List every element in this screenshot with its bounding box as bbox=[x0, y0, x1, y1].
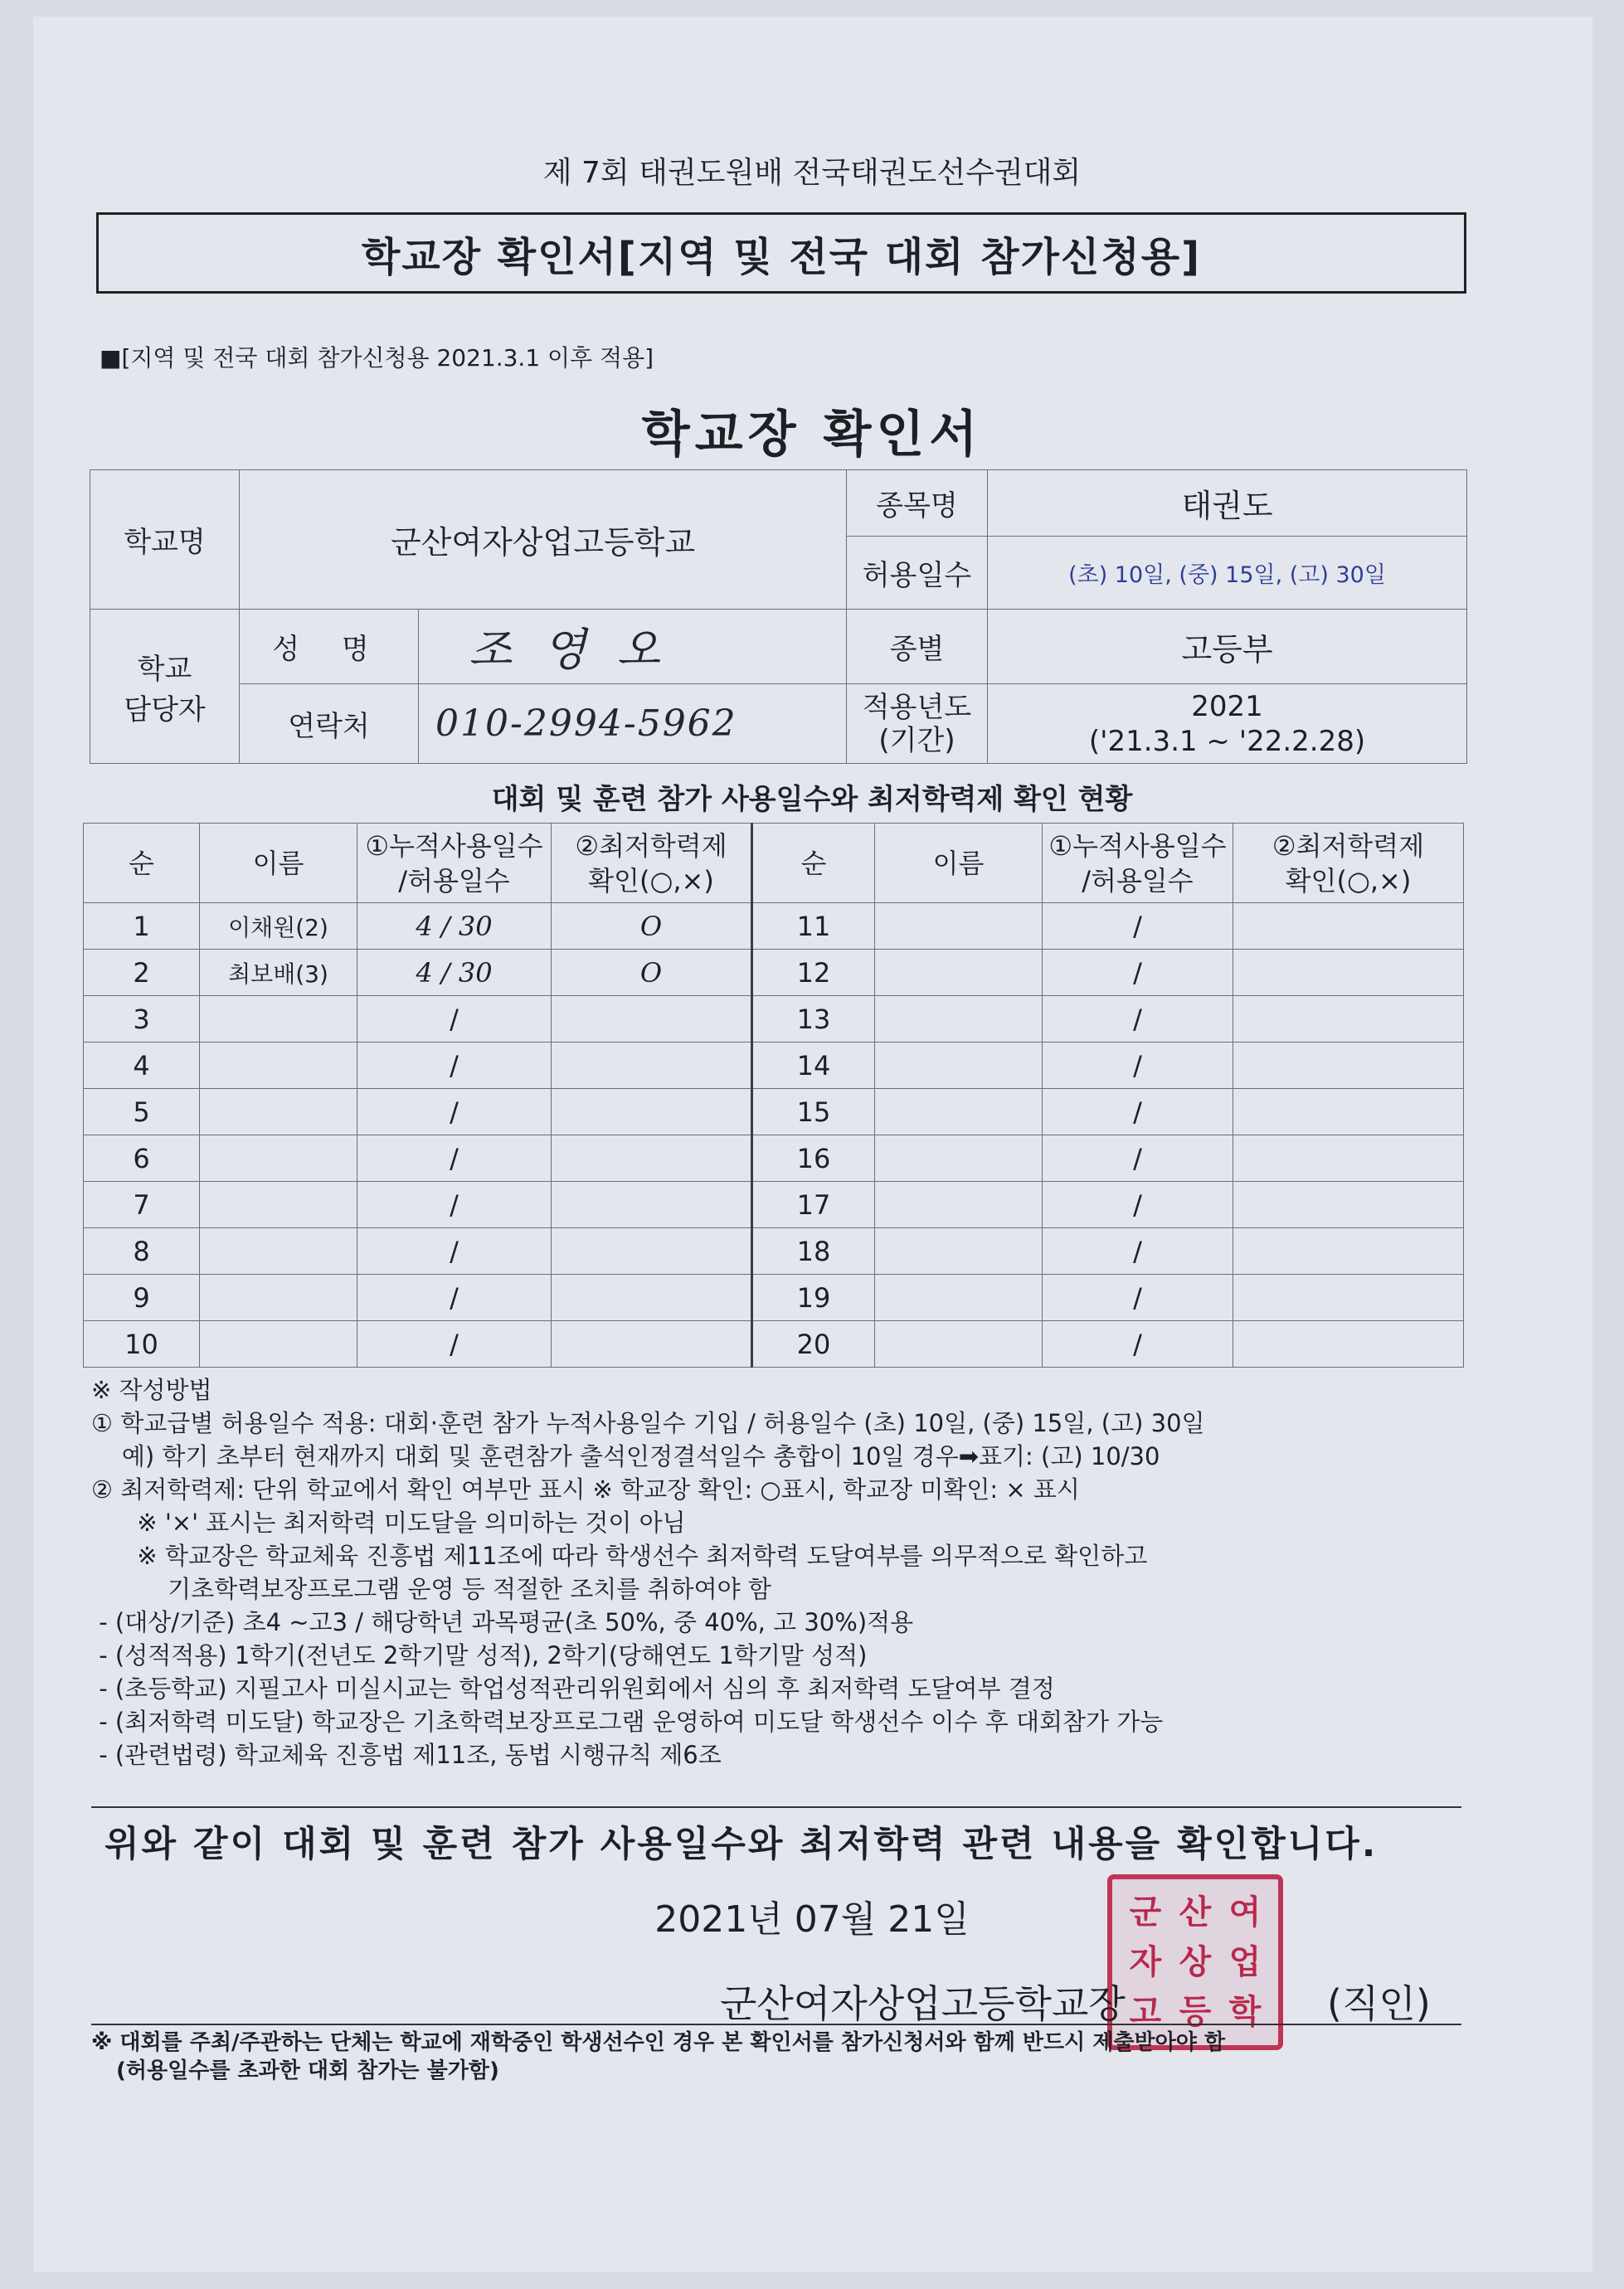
row-check bbox=[552, 1182, 752, 1228]
instruction-line: ① 학교급별 허용일수 적용: 대회·훈련 참가 누적사용일수 기입 / 허용일수 (초) 10일, (중) 15일, (고) 30일 bbox=[91, 1409, 1205, 1437]
instruction-line: - (초등학교) 지필고사 미실시교는 학업성적관리위원회에서 심의 후 최저학력 도달여부 결정 bbox=[91, 1674, 1055, 1703]
row-check-right bbox=[1233, 1228, 1464, 1275]
confirmation-date: 2021년 07월 21일 bbox=[654, 1898, 970, 1941]
row-name bbox=[200, 1135, 357, 1182]
roster-heading: 대회 및 훈련 참가 사용일수와 최저학력제 확인 현황 bbox=[491, 783, 1133, 816]
division-label: 종별 bbox=[847, 610, 988, 684]
instruction-line: - (관련법령) 학교체육 진흥법 제11조, 동법 시행규칙 제6조 bbox=[91, 1741, 722, 1769]
row-no-right: 20 bbox=[752, 1321, 875, 1368]
division-value: 고등부 bbox=[988, 610, 1467, 684]
row-days: / bbox=[357, 1228, 552, 1275]
seal-glyph: 고 bbox=[1129, 1992, 1162, 2031]
seal-glyph: 업 bbox=[1228, 1942, 1262, 1981]
row-days: / bbox=[357, 1135, 552, 1182]
days-value bbox=[988, 537, 1467, 610]
handwritten-name: 조 영 오 bbox=[469, 624, 669, 676]
row-days-right: / bbox=[1043, 1089, 1233, 1135]
table-row bbox=[84, 996, 1464, 1042]
table-row bbox=[84, 1042, 1464, 1089]
days-label: 허용일수 bbox=[847, 537, 988, 610]
footer-divider bbox=[91, 2024, 1461, 2025]
row-check bbox=[552, 1042, 752, 1089]
row-days-right: / bbox=[1043, 1321, 1233, 1368]
row-check bbox=[552, 1321, 752, 1368]
row-no-right: 13 bbox=[752, 996, 875, 1042]
row-check bbox=[552, 1228, 752, 1275]
row-name-right bbox=[875, 1089, 1043, 1135]
col-grade-r1: ②최저학력제 bbox=[1271, 829, 1425, 862]
row-no-right: 19 bbox=[752, 1275, 875, 1321]
row-no-right: 17 bbox=[752, 1182, 875, 1228]
instruction-line: - (최저학력 미도달) 학교장은 기초학력보장프로그램 운영하여 미도달 학생선수 이수 후 대회참가 가능 bbox=[91, 1708, 1164, 1736]
col-days-right bbox=[1043, 824, 1233, 903]
row-check-right bbox=[1233, 996, 1464, 1042]
competition-title: 제 7회 태권도원배 전국태권도선수권대회 bbox=[542, 156, 1082, 190]
col-grade bbox=[552, 824, 752, 903]
row-name bbox=[200, 1228, 357, 1275]
row-name-right bbox=[875, 1275, 1043, 1321]
row-name bbox=[200, 1042, 357, 1089]
row-no: 4 bbox=[84, 1042, 200, 1089]
seal-glyph: 산 bbox=[1179, 1893, 1212, 1932]
col-grade-right bbox=[1233, 824, 1464, 903]
row-check: O bbox=[552, 903, 752, 950]
instruction-line: ※ 학교장은 학교체육 진흥법 제11조에 따라 학생선수 최저학력 도달여부를 의무적으로 확인하고 bbox=[91, 1542, 1148, 1570]
row-check-right bbox=[1233, 1042, 1464, 1089]
seal-label: (직인) bbox=[1327, 1981, 1431, 2026]
row-no-right: 14 bbox=[752, 1042, 875, 1089]
confirmation-statement: 위와 같이 대회 및 훈련 참가 사용일수와 최저학력 관련 내용을 확인합니다. bbox=[105, 1824, 1378, 1865]
row-days-right: / bbox=[1043, 1275, 1233, 1321]
seal-glyph: 군 bbox=[1129, 1893, 1162, 1932]
row-check-right bbox=[1233, 950, 1464, 996]
row-name bbox=[200, 1089, 357, 1135]
row-no: 9 bbox=[84, 1275, 200, 1321]
row-days-right: / bbox=[1043, 1135, 1233, 1182]
row-name bbox=[200, 1182, 357, 1228]
row-no: 1 bbox=[84, 903, 200, 950]
table-row bbox=[84, 1321, 1464, 1368]
col-grade-l1: ②최저학력제 bbox=[575, 829, 727, 862]
row-name-right bbox=[875, 1135, 1043, 1182]
info-table bbox=[90, 469, 1467, 764]
year-label-line2: (기간) bbox=[878, 723, 955, 757]
phone-label: 연락처 bbox=[240, 684, 419, 764]
row-days-right: / bbox=[1043, 903, 1233, 950]
row-no-right: 16 bbox=[752, 1135, 875, 1182]
col-days-l2: /허용일수 bbox=[398, 864, 510, 897]
col-days-r2: /허용일수 bbox=[1082, 864, 1194, 897]
row-check bbox=[552, 1275, 752, 1321]
instruction-line: ② 최저학력제: 단위 학교에서 확인 여부만 표시 ※ 학교장 확인: ○표시, 학교장 미확인: × 표시 bbox=[91, 1475, 1080, 1504]
col-grade-r2: 확인(○,×) bbox=[1285, 864, 1412, 897]
row-no-right: 12 bbox=[752, 950, 875, 996]
sport-label: 종목명 bbox=[847, 470, 988, 537]
name-label: 성 명 bbox=[240, 610, 419, 684]
row-days-right: / bbox=[1043, 1228, 1233, 1275]
instruction-line: - (대상/기준) 초4 ~고3 / 해당학년 과목평균(초 50%, 중 40%, 고 30%)적용 bbox=[91, 1608, 914, 1636]
row-no: 2 bbox=[84, 950, 200, 996]
instructions-lines bbox=[91, 1407, 1501, 1771]
school-value: 군산여자상업고등학교 bbox=[240, 470, 847, 610]
row-days-right: / bbox=[1043, 950, 1233, 996]
row-check bbox=[552, 1089, 752, 1135]
instructions-heading: ※ 작성방법 bbox=[91, 1376, 212, 1404]
sport-value: 태권도 bbox=[988, 470, 1467, 537]
col-days bbox=[357, 824, 552, 903]
row-check-right bbox=[1233, 903, 1464, 950]
col-days-l1: ①누적사용일수 bbox=[365, 829, 543, 862]
row-days: / bbox=[357, 1089, 552, 1135]
seal-glyph: 상 bbox=[1179, 1942, 1212, 1981]
row-days: / bbox=[357, 1042, 552, 1089]
applicability-note: ■[지역 및 전국 대회 참가신청용 2021.3.1 이후 적용] bbox=[100, 344, 654, 372]
row-check-right bbox=[1233, 1275, 1464, 1321]
seal-glyph: 등 bbox=[1179, 1992, 1212, 2031]
contact-label-line2: 담당자 bbox=[124, 693, 206, 727]
col-name: 이름 bbox=[200, 824, 357, 903]
col-no-right: 순 bbox=[752, 824, 875, 903]
row-name-right bbox=[875, 1042, 1043, 1089]
days-value-text: (초) 10일, (중) 15일, (고) 30일 bbox=[1068, 561, 1386, 588]
row-no-right: 18 bbox=[752, 1228, 875, 1275]
page-title: 학교장 확인서 bbox=[641, 406, 983, 464]
row-name-right bbox=[875, 996, 1043, 1042]
signer-name: 군산여자상업고등학교장 bbox=[720, 1981, 1126, 2026]
row-days: / bbox=[357, 1275, 552, 1321]
year-value-line1: 2021 bbox=[1191, 689, 1263, 723]
row-check bbox=[552, 996, 752, 1042]
col-name-right: 이름 bbox=[875, 824, 1043, 903]
row-days: / bbox=[357, 1182, 552, 1228]
footer-line2: (허용일수를 초과한 대회 참가는 불가함) bbox=[116, 2058, 499, 2083]
contact-group-label bbox=[90, 610, 240, 764]
seal-glyph: 학 bbox=[1228, 1992, 1262, 2031]
year-value-line2: ('21.3.1 ~ '22.2.28) bbox=[1088, 724, 1366, 758]
row-check-right bbox=[1233, 1182, 1464, 1228]
row-name: 이채원(2) bbox=[200, 903, 357, 950]
table-row bbox=[84, 1275, 1464, 1321]
row-name-right bbox=[875, 950, 1043, 996]
year-value bbox=[988, 684, 1467, 764]
table-row bbox=[84, 1182, 1464, 1228]
instruction-line: - (성적적용) 1학기(전년도 2학기말 성적), 2학기(당해연도 1학기말 성적) bbox=[91, 1641, 868, 1669]
table-row bbox=[84, 1089, 1464, 1135]
row-name-right bbox=[875, 1182, 1043, 1228]
instruction-line: 기초학력보장프로그램 운영 등 적절한 조치를 취하여야 함 bbox=[91, 1575, 771, 1603]
contact-label-line1: 학교 bbox=[137, 652, 192, 686]
row-check-right bbox=[1233, 1089, 1464, 1135]
row-name: 최보배(3) bbox=[200, 950, 357, 996]
row-days-right: / bbox=[1043, 1042, 1233, 1089]
col-days-r1: ①누적사용일수 bbox=[1048, 829, 1227, 862]
row-name bbox=[200, 1321, 357, 1368]
row-no: 10 bbox=[84, 1321, 200, 1368]
phone-value bbox=[419, 684, 847, 764]
name-value bbox=[419, 610, 847, 684]
row-name bbox=[200, 996, 357, 1042]
instruction-line: ※ '×' 표시는 최저학력 미도달을 의미하는 것이 아님 bbox=[91, 1509, 686, 1537]
row-days: / bbox=[357, 1321, 552, 1368]
divider bbox=[91, 1806, 1461, 1808]
table-row bbox=[84, 950, 1464, 996]
row-no: 5 bbox=[84, 1089, 200, 1135]
row-no-right: 15 bbox=[752, 1089, 875, 1135]
row-name-right bbox=[875, 903, 1043, 950]
row-no: 7 bbox=[84, 1182, 200, 1228]
row-days: / bbox=[357, 996, 552, 1042]
table-row bbox=[84, 1135, 1464, 1182]
year-label-line1: 적용년도 bbox=[862, 690, 972, 724]
col-grade-l2: 확인(○,×) bbox=[588, 864, 714, 897]
row-check-right bbox=[1233, 1135, 1464, 1182]
year-label bbox=[847, 684, 988, 764]
row-days-right: / bbox=[1043, 996, 1233, 1042]
instructions bbox=[91, 1373, 1501, 1771]
roster-table bbox=[83, 823, 1464, 1368]
row-name bbox=[200, 1275, 357, 1321]
boxed-title: 학교장 확인서[지역 및 전국 대회 참가신청용] bbox=[96, 212, 1466, 294]
row-no: 8 bbox=[84, 1228, 200, 1275]
school-label: 학교명 bbox=[90, 470, 240, 610]
table-row bbox=[84, 1228, 1464, 1275]
footer-line1: ※ 대회를 주최/주관하는 단체는 학교에 재학중인 학생선수인 경우 본 확인서를 참가신청서와 함께 반드시 제출받아야 함 bbox=[91, 2030, 1226, 2055]
row-no-right: 11 bbox=[752, 903, 875, 950]
roster-body bbox=[84, 903, 1464, 1368]
row-name-right bbox=[875, 1321, 1043, 1368]
seal-glyph: 자 bbox=[1129, 1942, 1162, 1981]
row-check bbox=[552, 1135, 752, 1182]
row-days: 4 / 30 bbox=[357, 903, 552, 950]
col-no: 순 bbox=[84, 824, 200, 903]
row-days: 4 / 30 bbox=[357, 950, 552, 996]
footer-note bbox=[91, 2029, 1501, 2085]
row-no: 3 bbox=[84, 996, 200, 1042]
handwritten-phone: 010-2994-5962 bbox=[435, 702, 737, 745]
row-check: O bbox=[552, 950, 752, 996]
instruction-line: 예) 학기 초부터 현재까지 대회 및 훈련참가 출석인정결석일수 총합이 10일 경우➡표기: (고) 10/30 bbox=[91, 1442, 1160, 1470]
row-check-right bbox=[1233, 1321, 1464, 1368]
row-no: 6 bbox=[84, 1135, 200, 1182]
row-days-right: / bbox=[1043, 1182, 1233, 1228]
seal-glyph: 여 bbox=[1228, 1893, 1262, 1932]
row-name-right bbox=[875, 1228, 1043, 1275]
table-row bbox=[84, 903, 1464, 950]
